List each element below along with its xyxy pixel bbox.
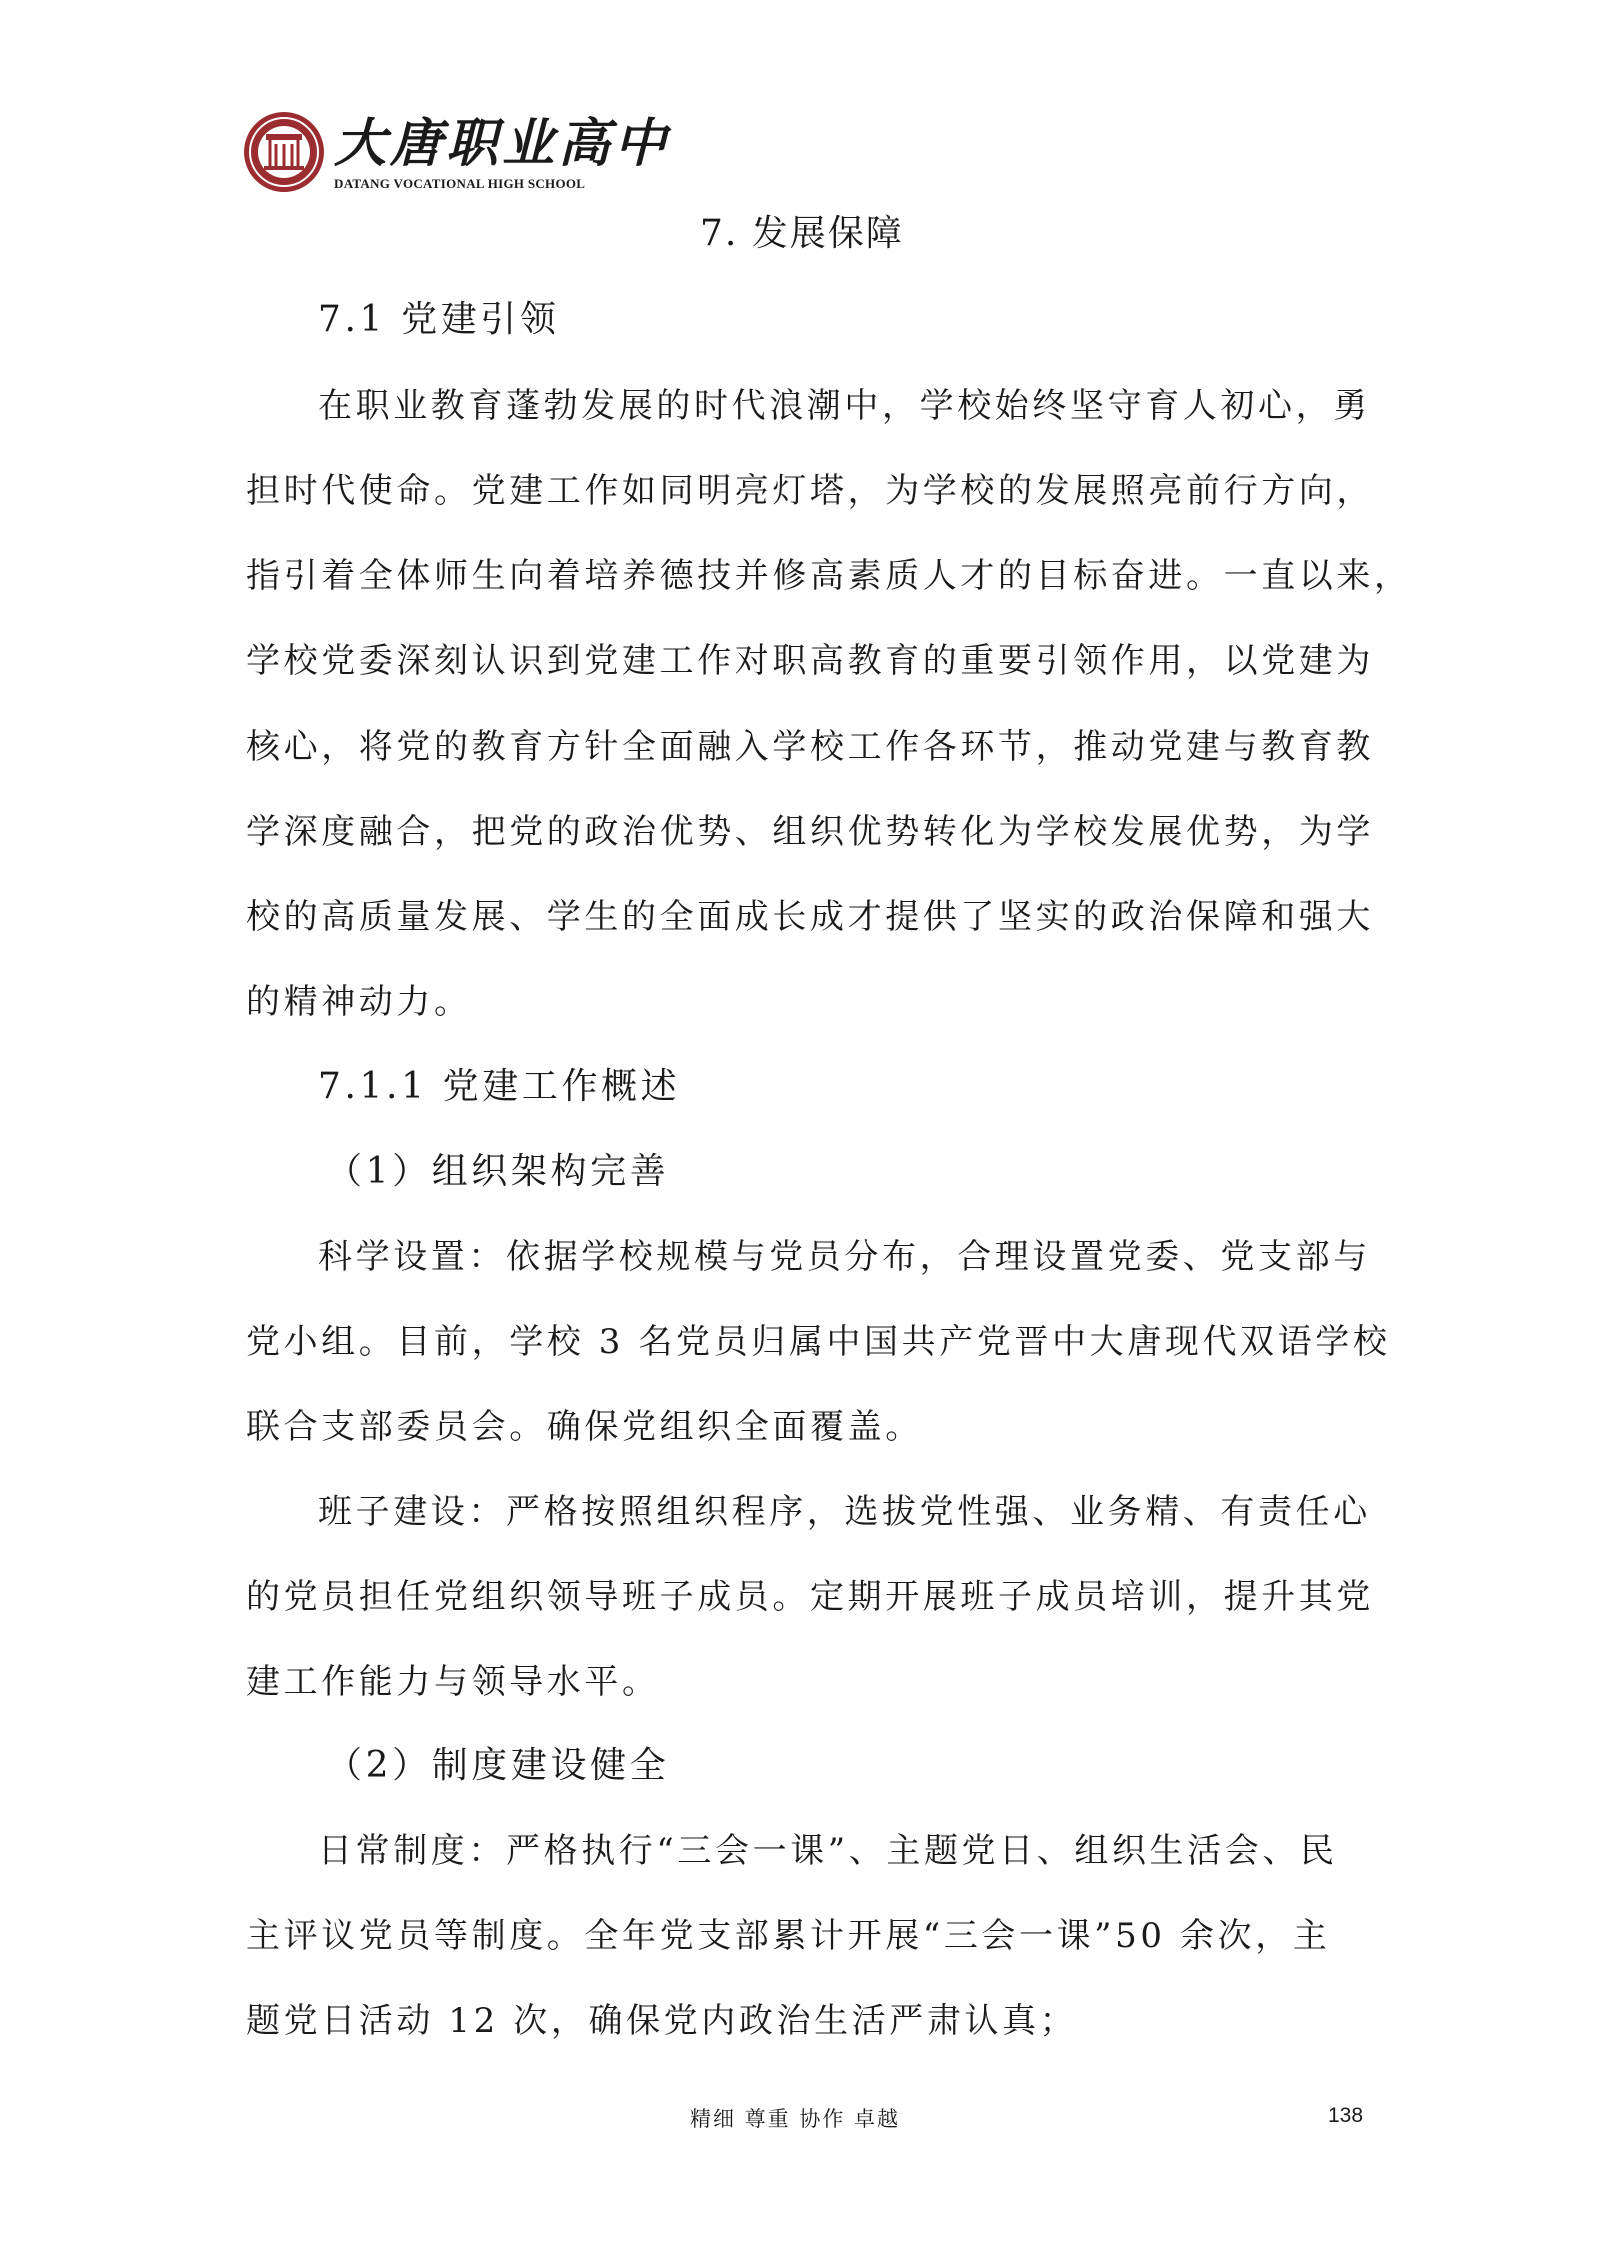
- school-seal-icon: [242, 110, 326, 194]
- paragraph-line: 党小组。目前，学校 3 名党员归属中国共产党晋中大唐现代双语学校: [246, 1322, 1391, 1362]
- paragraph-line: 担时代使命。党建工作如同明亮灯塔，为学校的发展照亮前行方向，: [246, 471, 1374, 511]
- paragraph-line: 在职业教育蓬勃发展的时代浪潮中，学校始终坚守育人初心，勇: [318, 386, 1371, 426]
- paragraph-line: 的精神动力。: [246, 982, 472, 1022]
- paragraph-line: 日常制度：严格执行“三会一课”、主题党日、组织生活会、民: [318, 1831, 1338, 1871]
- school-logo: [242, 110, 671, 196]
- paragraph-line: 建工作能力与领导水平。: [246, 1662, 660, 1702]
- section-title: 7.1 党建引领: [318, 299, 560, 340]
- paragraph-line: 题党日活动 12 次，确保党内政治生活严肃认真；: [246, 2001, 1078, 2041]
- paragraph-line: 校的高质量发展、学生的全面成长成才提供了坚实的政治保障和强大: [246, 897, 1374, 937]
- item-title: （1）组织架构完善: [326, 1151, 670, 1192]
- paragraph-line: 学深度融合，把党的政治优势、组织优势转化为学校发展优势，为学: [246, 812, 1374, 852]
- school-name-cn: 大唐职业高中: [334, 113, 671, 174]
- page-number: 138: [1328, 2104, 1364, 2127]
- paragraph-line: 指引着全体师生向着培养德技并修高素质人才的目标奋进。一直以来，: [246, 556, 1412, 596]
- paragraph-line: 科学设置：依据学校规模与党员分布，合理设置党委、党支部与: [318, 1237, 1371, 1277]
- chapter-title: 7. 发展保障: [700, 213, 904, 254]
- paragraph-line: 联合支部委员会。确保党组织全面覆盖。: [246, 1407, 923, 1447]
- footer-motto: 精细 尊重 协作 卓越: [690, 2107, 901, 2131]
- paragraph-line: 班子建设：严格按照组织程序，选拔党性强、业务精、有责任心: [318, 1492, 1371, 1532]
- paragraph-line: 学校党委深刻认识到党建工作对职高教育的重要引领作用，以党建为: [246, 641, 1374, 681]
- subsection-title: 7.1.1 党建工作概述: [318, 1066, 681, 1107]
- paragraph-line: 的党员担任党组织领导班子成员。定期开展班子成员培训，提升其党: [246, 1577, 1374, 1617]
- school-name-en: DATANG VOCATIONAL HIGH SCHOOL: [334, 176, 586, 191]
- paragraph-line: 核心，将党的教育方针全面融入学校工作各环节，推动党建与教育教: [246, 727, 1374, 767]
- paragraph-line: 主评议党员等制度。全年党支部累计开展“三会一课”50 余次，主: [246, 1916, 1331, 1956]
- item-title: （2）制度建设健全: [326, 1745, 670, 1786]
